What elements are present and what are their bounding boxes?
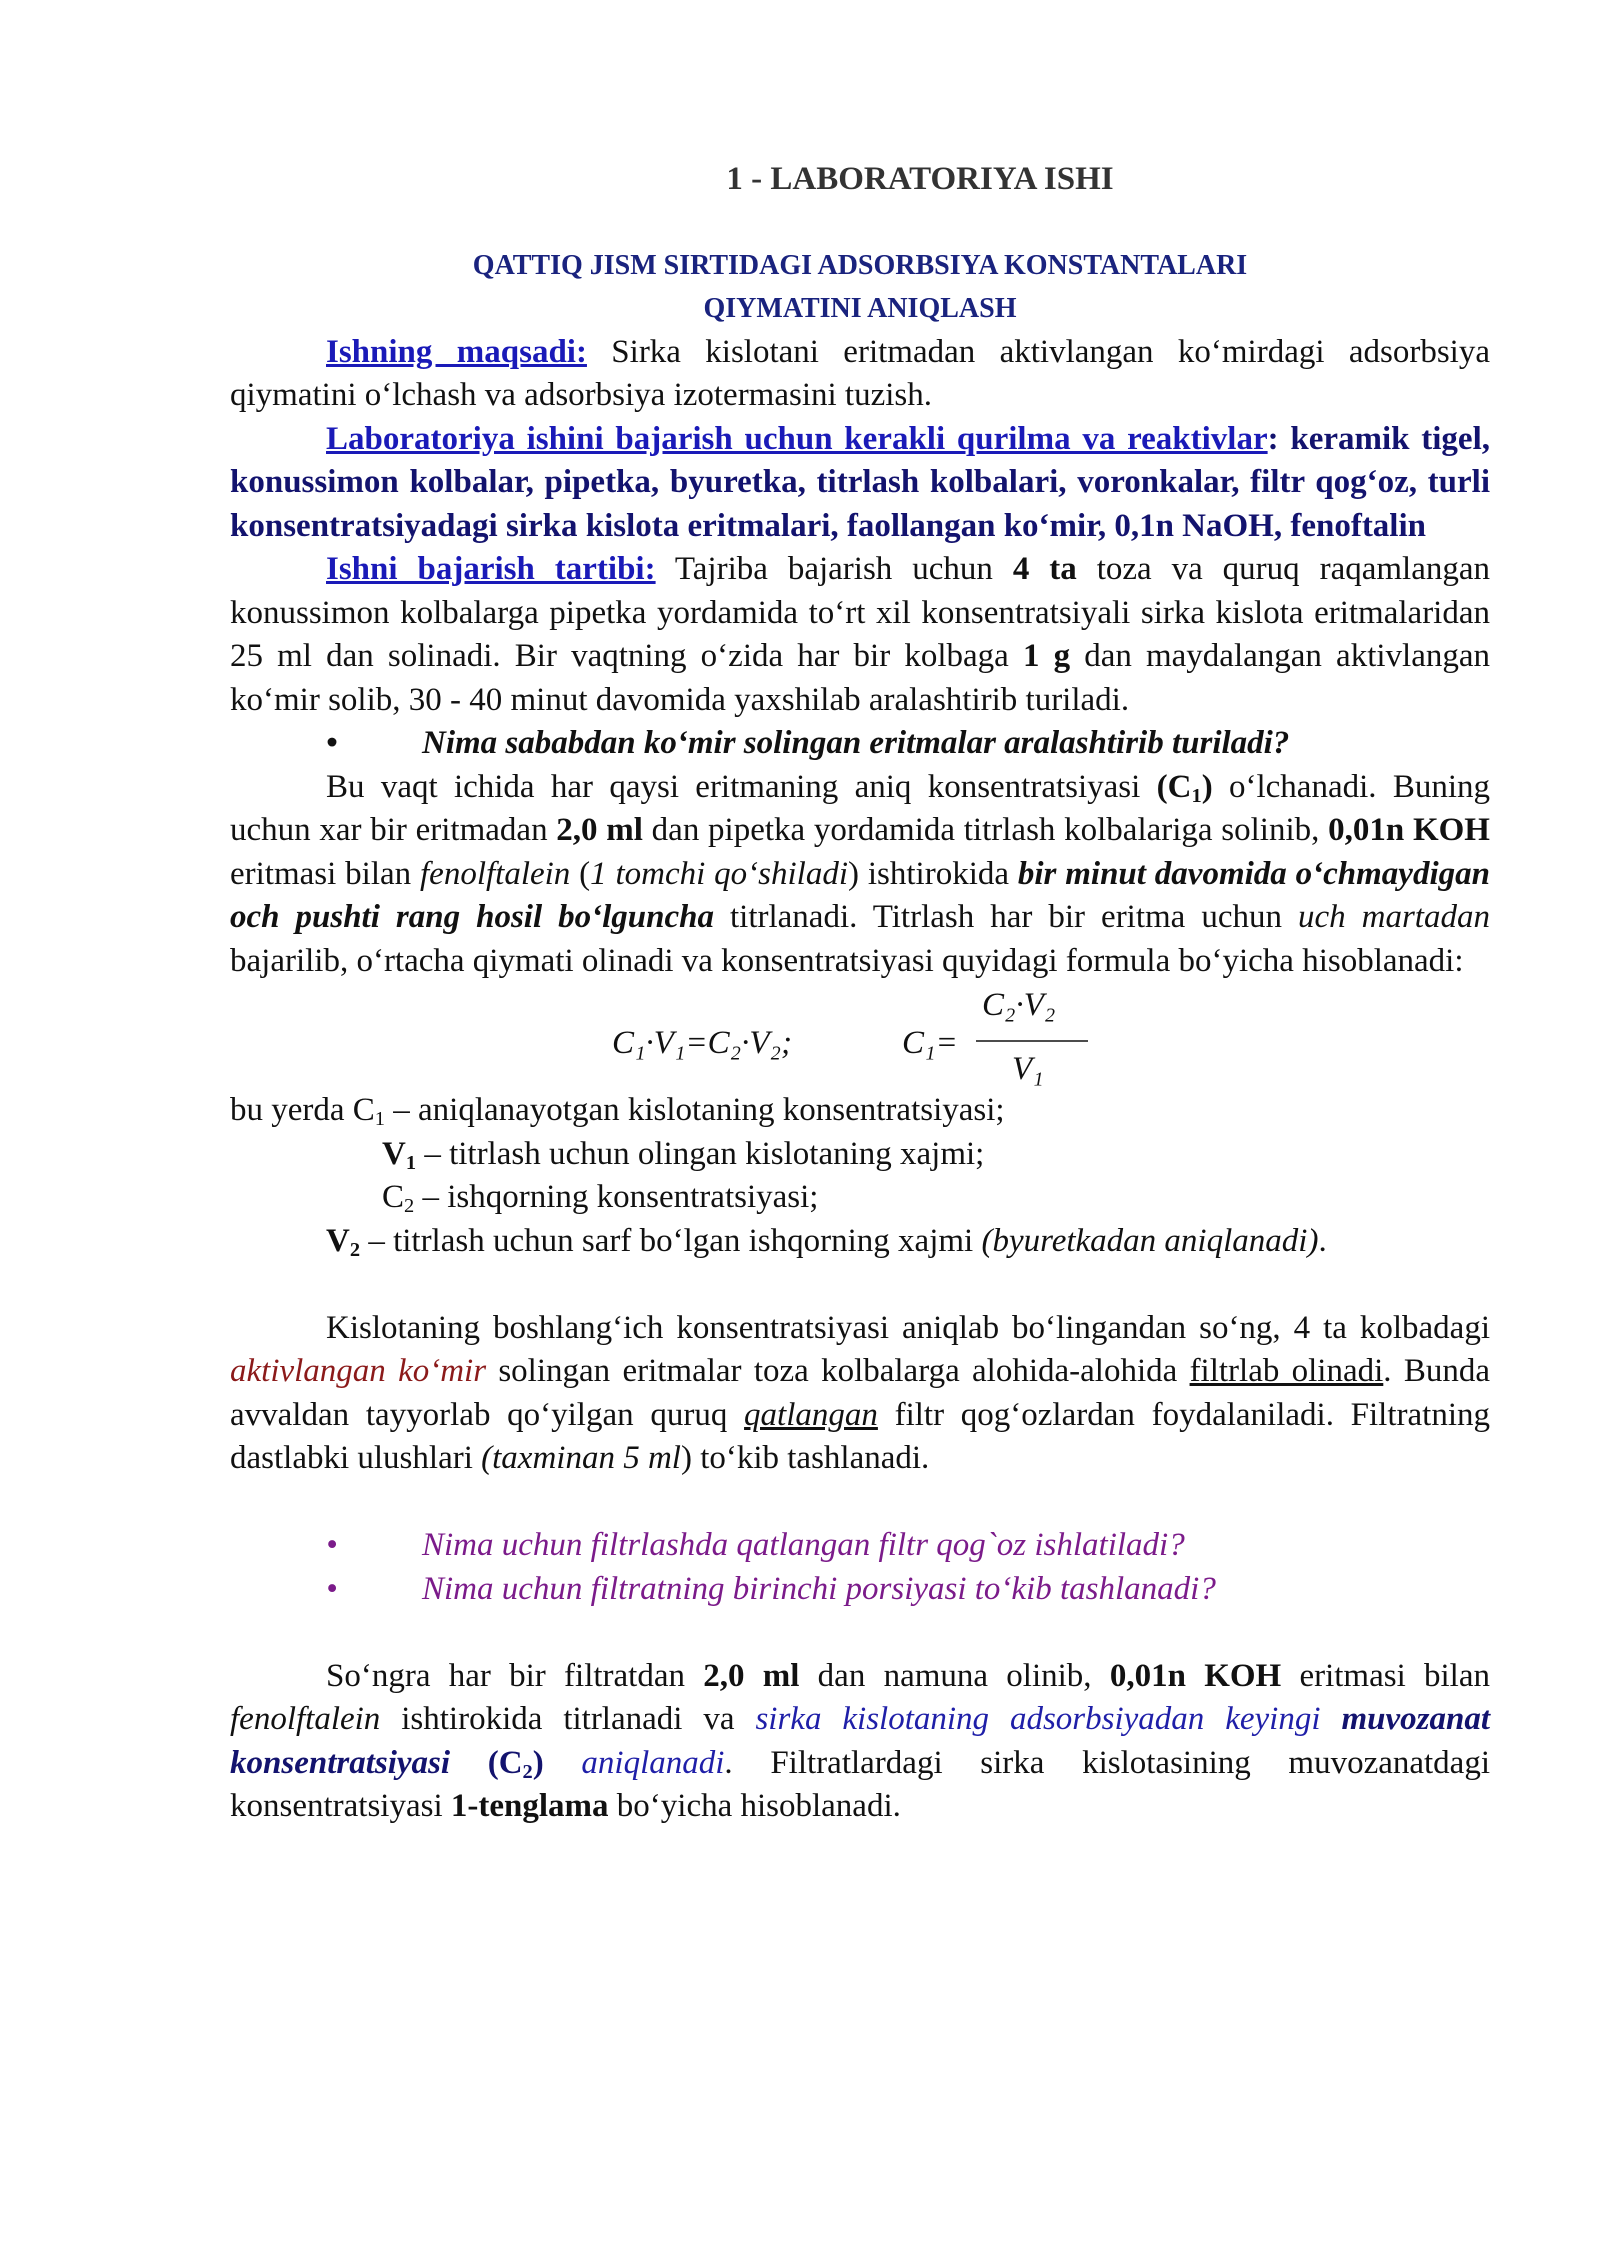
aim-paragraph	[230, 331, 1490, 418]
procedure-label: Ishni bajarish tartibi:	[326, 551, 656, 587]
formula-right-lhs: C₁=	[902, 1025, 958, 1061]
filtration-text-1: Kislotaning boshlang‘ich konsentratsiyasi aniqlab bo‘lingandan so‘ng, 4 ta kolbadagi	[326, 1309, 1490, 1346]
question-3-text: Nima uchun filtratning birinchi porsiyasi to‘kib tashlanadi?	[422, 1570, 1216, 1607]
final-text-9: bo‘yicha hisoblanadi.	[608, 1788, 901, 1824]
procedure-mass: 1 g	[1022, 638, 1071, 674]
measure-c1-end: )	[1201, 768, 1213, 805]
bullet-icon: •	[326, 1527, 338, 1563]
final-text-8: . Filtratlardagi sirka kislotasining muvozanatdagi konsentratsiyasi	[230, 1744, 1490, 1824]
procedure-paragraph	[230, 548, 1490, 722]
definitions	[230, 1089, 1490, 1263]
filtration-text-3: . Bunda avvaldan tayyorlab qo‘yilgan quruq	[230, 1353, 1490, 1433]
measure-indicator: fenolftalein	[420, 855, 571, 892]
def-2-text: – titrlash uchun olingan kislotaning xajmi;	[416, 1135, 985, 1172]
filtration-carbon: aktivlangan ko‘mir	[230, 1353, 487, 1389]
equipment-text: : keramik tigel, konussimon kolbalar, pipetka, byuretka, titrlash kolbalari, voronkalar, filtr qog‘oz, turli konsentratsiyadagi sirka kislota eritmalari, faollangan ko‘mir, 0,1n NaOH, fenoftalin	[230, 420, 1490, 544]
def-2-sub: 1	[405, 1151, 417, 1174]
aim-label: Ishning maqsadi:	[326, 333, 587, 370]
page-title: 1 - LABORATORIYA ISHI	[726, 161, 1114, 197]
spacer	[230, 1481, 1490, 1525]
formula-denominator: V₁	[1012, 1051, 1044, 1087]
spacer	[230, 1263, 1490, 1307]
final-koh: 0,01n KOH	[1109, 1657, 1282, 1694]
final-paragraph	[230, 1655, 1490, 1829]
def-3-sub: 2	[404, 1195, 415, 1218]
final-c2-end: )	[532, 1744, 544, 1781]
final-text-1: So‘ngra har bir filtratdan	[326, 1657, 704, 1694]
formula-svg	[230, 983, 1490, 1089]
def-3-text: – ishqorning konsentratsiyasi;	[414, 1179, 819, 1215]
procedure-count: 4 ta	[1012, 551, 1077, 587]
measure-paragraph	[230, 766, 1490, 984]
bullet-icon: •	[326, 725, 338, 761]
bullet-icon: •	[326, 1570, 338, 1607]
formula-left: C₁·V₁=C₂·V₂;	[612, 1025, 792, 1061]
filtration-filtered: filtrlab olinadi	[1189, 1353, 1384, 1389]
final-c2-sub: 2	[522, 1760, 533, 1783]
final-blue-phrase: sirka kislotaning adsorbsiyadan keyingi	[755, 1701, 1321, 1737]
filtration-text-2: solingan eritmalar toza kolbalarga alohida-alohida	[486, 1353, 1190, 1389]
question-1	[230, 722, 1490, 766]
def-4-end: .	[1318, 1222, 1327, 1259]
def-4-sym: V	[326, 1222, 350, 1259]
measure-volume: 2,0 ml	[556, 812, 643, 848]
final-space-1	[1321, 1701, 1342, 1737]
measure-c1-sym: (C	[1156, 768, 1192, 805]
equipment-paragraph	[230, 418, 1490, 549]
definition-4	[230, 1220, 1490, 1264]
measure-koh: 0,01n KOH	[1328, 812, 1490, 848]
procedure-text-1: Tajriba bajarish uchun	[655, 551, 1013, 587]
measure-text-4: eritmasi bilan	[230, 855, 420, 892]
final-determined: aniqlanadi	[581, 1744, 725, 1781]
measure-repeats: uch martadan	[1297, 899, 1490, 935]
final-c2-sym: (C	[487, 1744, 523, 1781]
spacer	[230, 1611, 1490, 1655]
measure-c1	[1157, 769, 1213, 805]
final-volume: 2,0 ml	[703, 1657, 800, 1694]
filtration-approx: (taxminan 5 ml	[481, 1440, 681, 1476]
final-equation-ref: 1-tenglama	[450, 1788, 609, 1824]
definition-1	[230, 1089, 1490, 1133]
question-2	[230, 1524, 1490, 1568]
final-text-4: ishtirokida titrlanadi va	[380, 1701, 756, 1737]
final-space-3	[544, 1745, 582, 1781]
def-2-sym: V	[382, 1135, 406, 1172]
measure-endpoint: bir minut davomida o‘chmaydigan och pushti rang hosil bo‘lguncha	[230, 855, 1490, 935]
measure-text-5: (	[570, 855, 591, 892]
def-4-note: (byuretkadan aniqlanadi)	[981, 1222, 1319, 1259]
measure-text-1: Bu vaqt ichida har qaysi eritmaning aniq konsentratsiyasi	[326, 768, 1157, 805]
definition-2	[230, 1133, 1490, 1177]
def-4-text: – titrlash uchun sarf bo‘lgan ishqorning xajmi	[360, 1222, 982, 1259]
def-1-text: – aniqlanayotgan kislotaning konsentratsiyasi;	[385, 1092, 1005, 1128]
measure-c1-sub: 1	[1191, 784, 1202, 807]
aim-text: Sirka kislotani eritmadan aktivlangan ko‘mirdagi adsorbsiya qiymatini o‘lchash va adsorbsiya izotermasini tuzish.	[230, 333, 1490, 413]
filtration-text-5: ) to‘kib tashlanadi.	[680, 1440, 930, 1476]
equipment-label: Laboratoriya ishini bajarish uchun kerakli qurilma va reaktivlar	[326, 420, 1268, 457]
final-c2	[488, 1745, 544, 1781]
measure-text-8: bajarilib, o‘rtacha qiymati olinadi va konsentratsiyasi quyidagi formula bo‘yicha hisoblanadi:	[230, 942, 1464, 979]
final-text-3: eritmasi bilan	[1281, 1657, 1490, 1694]
definition-3	[230, 1176, 1490, 1220]
procedure-text-2: toza va quruq raqamlangan konussimon kolbalarga pipetka yordamida to‘rt xil konsentratsiyali sirka kislota eritmalaridan 25 ml dan solinadi. Bir vaqtning o‘zida har bir kolbaga	[230, 551, 1491, 674]
final-indicator: fenolftalein	[230, 1701, 381, 1737]
document-page	[230, 158, 1490, 1829]
measure-text-2: o‘lchanadi. Buning uchun xar bir eritmadan	[230, 768, 1491, 848]
final-space-2	[450, 1745, 488, 1781]
question-1-text: Nima sababdan ko‘mir solingan eritmalar aralashtirib turiladi?	[422, 725, 1290, 761]
def-3-sym: C	[382, 1179, 405, 1215]
subtitle-line-2: QIYMATINI ANIQLASH	[703, 293, 1017, 324]
measure-text-6: ) ishtirokida	[848, 855, 1018, 892]
final-equilibrium: muvozanat konsentratsiyasi	[230, 1701, 1490, 1781]
def-1-pre: bu yerda C	[230, 1092, 375, 1128]
def-1-sub: 1	[374, 1108, 386, 1131]
question-2-text: Nima uchun filtrlashda qatlangan filtr qog`oz ishlatiladi?	[422, 1527, 1185, 1563]
measure-drop-note: 1 tomchi qo‘shiladi	[590, 855, 849, 892]
filtration-folded: qatlangan	[744, 1396, 878, 1433]
formula-numerator: C₂·V₂	[982, 987, 1056, 1023]
formula-block	[230, 983, 1490, 1089]
filtration-paragraph	[230, 1307, 1490, 1481]
subtitle-line-1: QATTIQ JISM SIRTIDAGI ADSORBSIYA KONSTANTALARI	[472, 249, 1248, 281]
measure-text-3: dan pipetka yordamida titrlash kolbalariga solinib,	[642, 812, 1329, 848]
question-3	[230, 1568, 1490, 1612]
procedure-text-3: dan maydalangan aktivlangan ko‘mir solib, 30 - 40 minut davomida yaxshilab aralashtirib turiladi.	[230, 638, 1490, 718]
filtration-text-4: filtr qog‘ozlardan foydalaniladi. Filtratning dastlabki ulushlari	[230, 1396, 1490, 1476]
measure-text-7: titrlanadi. Titrlash har bir eritma uchun	[713, 899, 1298, 935]
final-text-2: dan namuna olinib,	[799, 1657, 1110, 1694]
def-4-sub: 2	[349, 1238, 361, 1261]
